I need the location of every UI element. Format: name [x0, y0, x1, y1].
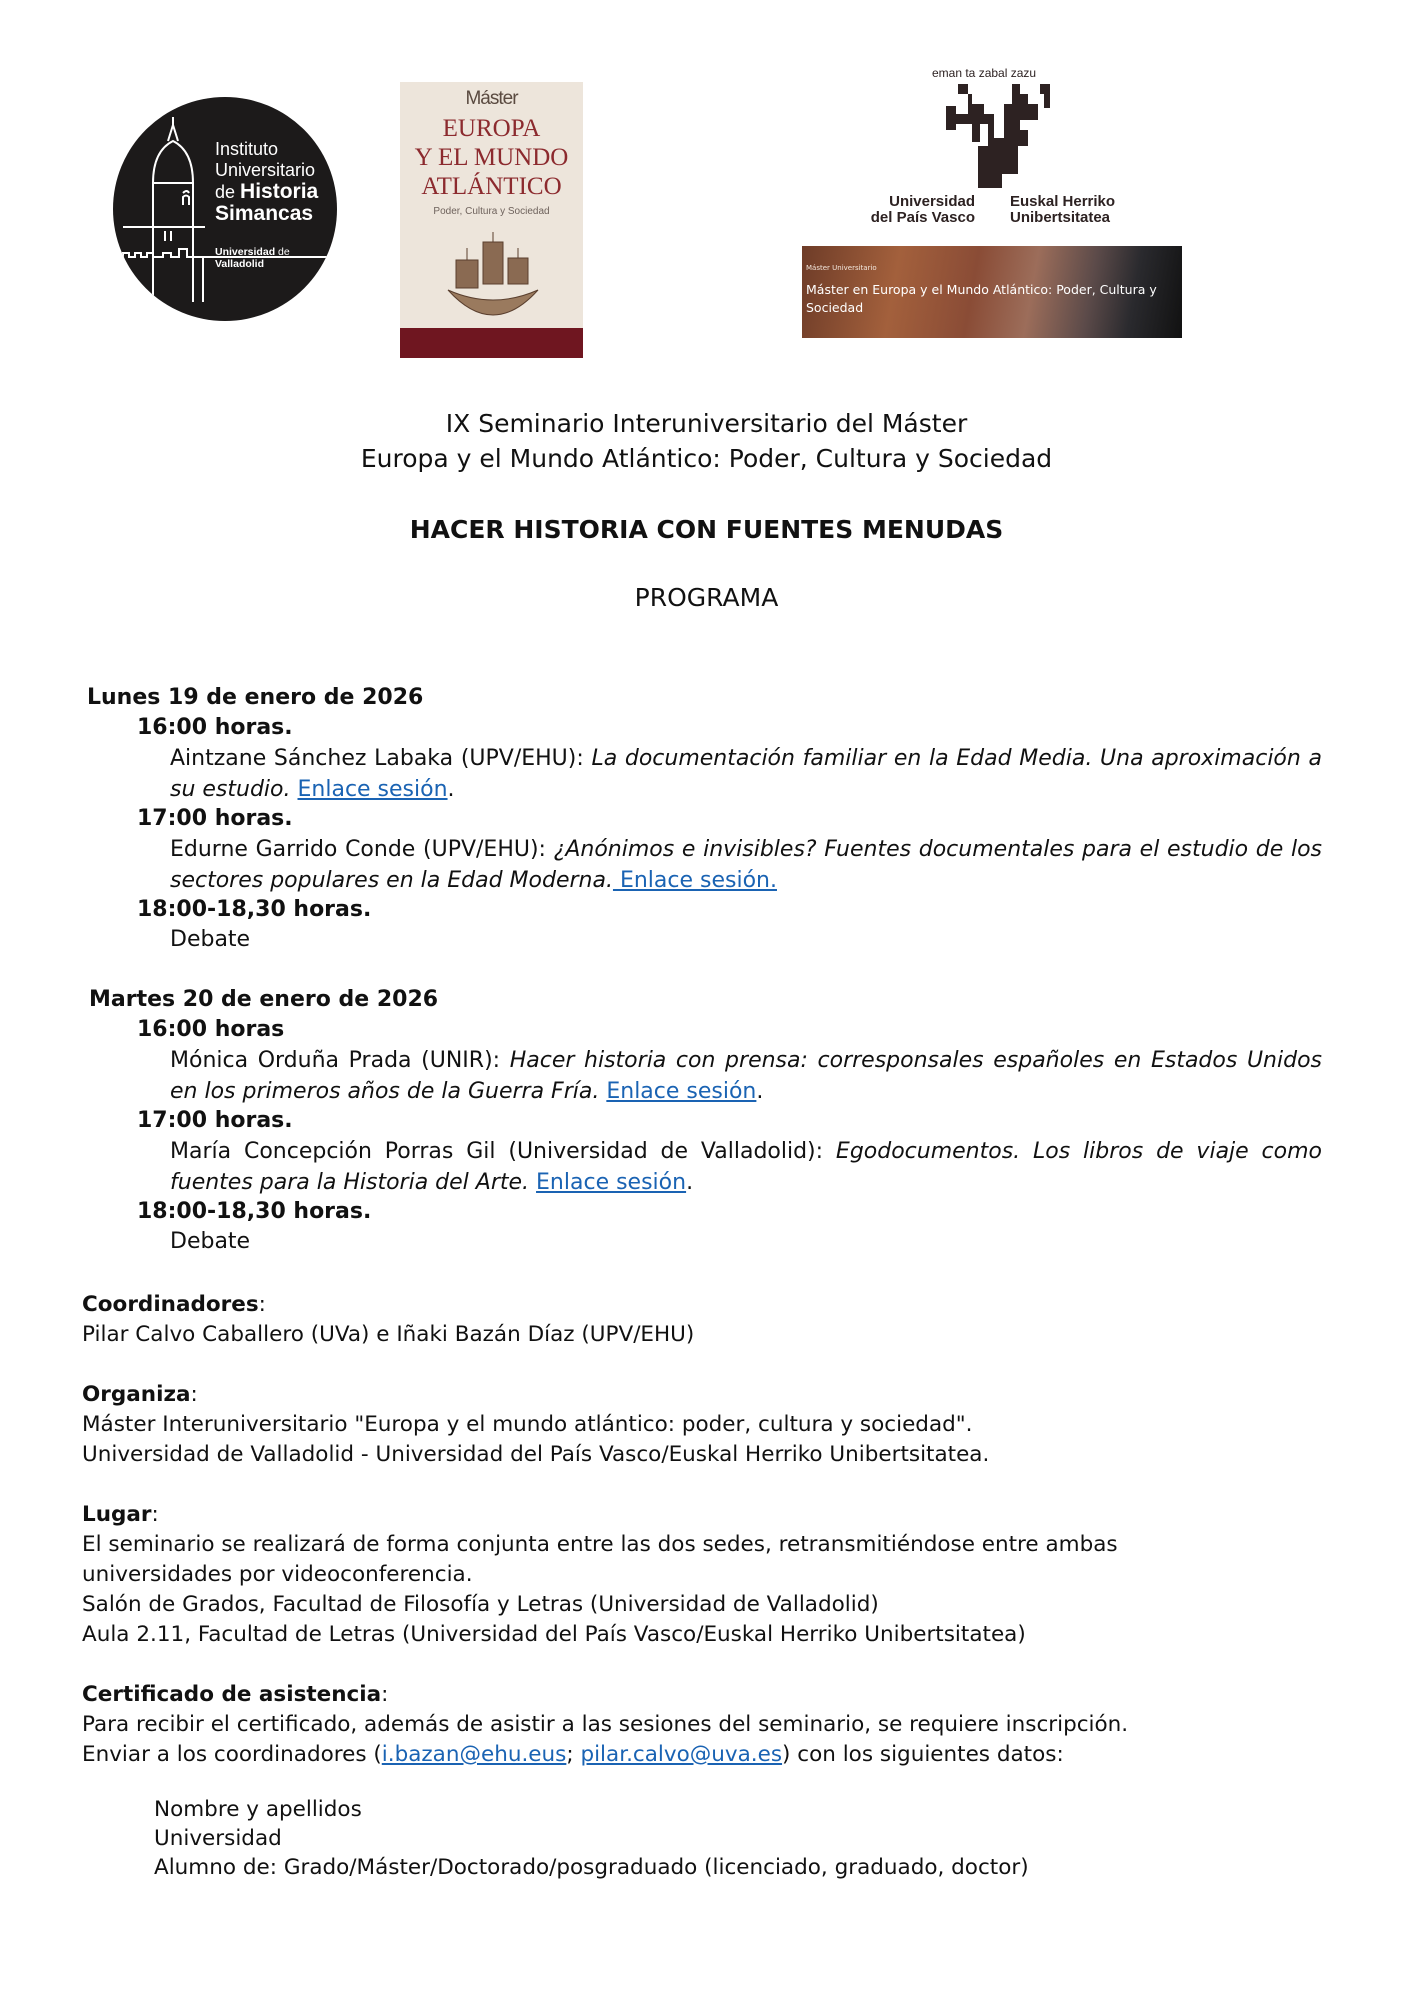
lugar-heading	[82, 1500, 1118, 1530]
simancas-de: de	[215, 182, 241, 202]
session-link[interactable]: Enlace sesión	[536, 1169, 687, 1195]
upv-right-line1: Euskal Herriko	[1010, 193, 1116, 210]
coordinadores-section	[82, 1290, 694, 1350]
simancas-line1: Instituto	[215, 139, 279, 159]
email-separator: ;	[566, 1742, 581, 1767]
master-cover-title-line3: ATLÁNTICO	[421, 173, 562, 200]
master-cover-bar	[400, 328, 583, 358]
required-fields-list	[154, 1795, 1029, 1882]
session-link[interactable]: Enlace sesión.	[612, 867, 777, 893]
organiza-heading	[82, 1380, 989, 1410]
coordinadores-label: Coordinadores	[82, 1292, 259, 1317]
programa-heading: PROGRAMA	[634, 583, 779, 612]
session-title: Egodocumentos. Los libros de viaje como fuentes para la Historia del Arte.	[170, 1139, 1322, 1195]
link-suffix: .	[686, 1169, 694, 1195]
certificado-section	[82, 1680, 1128, 1770]
required-field: Universidad	[154, 1826, 282, 1851]
organiza-section	[82, 1380, 989, 1470]
simancas-institute-logo	[113, 97, 337, 321]
session-time: 17:00 horas.	[137, 1108, 293, 1133]
organiza-label: Organiza	[82, 1382, 191, 1407]
required-field: Alumno de: Grado/Máster/Doctorado/posgraduado (licenciado, graduado, doctor)	[154, 1855, 1029, 1880]
upv-ehu-logo	[858, 66, 1134, 236]
day-date: Martes 20 de enero de 2026	[89, 987, 439, 1012]
session-talk	[170, 835, 1322, 896]
session-title: ¿Anónimos e invisibles? Fuentes documentales para el estudio de los sectores populares en la Edad Moderna.	[170, 837, 1322, 893]
lugar-line4: Aula 2.11, Facultad de Letras (Universidad del País Vasco/Euskal Herriko Unibertsitatea)	[82, 1622, 1026, 1647]
lugar-line2: universidades por videoconferencia.	[82, 1562, 473, 1587]
banner-small-label: Máster Universitario	[806, 264, 877, 272]
seminar-heading-line2: Europa y el Mundo Atlántico: Poder, Cultura y Sociedad	[360, 444, 1053, 473]
coordinadores-heading	[82, 1290, 694, 1320]
certificado-line1: Para recibir el certificado, además de asistir a las sesiones del seminario, se requiere inscripción.	[82, 1712, 1129, 1737]
organiza-line1: Máster Interuniversitario "Europa y el mundo atlántico: poder, cultura y sociedad".	[82, 1412, 973, 1437]
session-debate: Debate	[170, 927, 251, 952]
ship-icon	[438, 230, 548, 330]
heading-colon: :	[190, 1382, 198, 1407]
session-debate: Debate	[170, 1229, 251, 1254]
simancas-historia: Historia	[240, 180, 319, 203]
master-cover-top: Máster	[465, 88, 518, 109]
heading-colon: :	[381, 1682, 389, 1707]
simancas-text	[215, 139, 318, 224]
simancas-uni-mid: de	[275, 246, 290, 258]
lugar-line1: El seminario se realizará de forma conjunta entre las dos sedes, retransmitiéndose entre ambas	[82, 1532, 1118, 1557]
session-title: Hacer historia con prensa: corresponsales españoles en Estados Unidos en los primeros años de la Guerra Fría.	[170, 1048, 1322, 1104]
certificado-line2	[82, 1740, 1128, 1770]
certificado-heading	[82, 1680, 1128, 1710]
master-cover-title	[400, 114, 583, 201]
session-talk	[170, 744, 1322, 805]
session-title: La documentación familiar en la Edad Media. Una aproximación a su estudio.	[170, 746, 1322, 802]
upv-emblem-icon	[928, 84, 1064, 188]
email-link-bazan[interactable]: i.bazan@ehu.eus	[381, 1742, 567, 1767]
session-time: 18:00-18,30 horas.	[137, 1199, 372, 1224]
certificado-label: Certificado de asistencia	[82, 1682, 382, 1707]
session-speaker: Mónica Orduña Prada (UNIR):	[170, 1048, 510, 1073]
master-banner-image	[802, 246, 1182, 338]
link-suffix: .	[756, 1078, 764, 1104]
upv-spanish-name	[858, 194, 975, 226]
heading-colon: :	[151, 1502, 159, 1527]
session-time: 16:00 horas	[137, 1017, 285, 1042]
link-spacer	[291, 777, 298, 802]
lugar-section	[82, 1500, 1118, 1650]
simancas-uni-part2: Valladolid	[215, 258, 265, 270]
session-speaker: María Concepción Porras Gil (Universidad de Valladolid):	[170, 1139, 836, 1164]
certificado-line2-prefix: Enviar a los coordinadores (	[82, 1742, 382, 1767]
email-link-calvo[interactable]: pilar.calvo@uva.es	[580, 1742, 783, 1767]
session-speaker: Aintzane Sánchez Labaka (UPV/EHU):	[170, 746, 592, 771]
simancas-university	[215, 246, 337, 270]
session-speaker: Edurne Garrido Conde (UPV/EHU):	[170, 837, 554, 862]
upv-basque-name	[1010, 194, 1115, 226]
simancas-uni-part1: Universidad	[215, 246, 276, 258]
session-time: 18:00-18,30 horas.	[137, 897, 372, 922]
required-field: Nombre y apellidos	[154, 1797, 362, 1822]
banner-title: Máster en Europa y el Mundo Atlántico: Poder, Cultura y Sociedad	[806, 282, 1157, 315]
simancas-line4: Simancas	[215, 202, 314, 225]
heading-colon: :	[258, 1292, 266, 1317]
master-cover-title-line1: EUROPA	[442, 115, 541, 142]
certificado-line2-suffix: ) con los siguientes datos:	[782, 1742, 1064, 1767]
session-link[interactable]: Enlace sesión	[606, 1078, 757, 1104]
simancas-line2: Universitario	[215, 160, 316, 180]
upv-right-line2: Unibertsitatea	[1010, 209, 1111, 226]
simancas-line3	[215, 181, 318, 203]
session-talk	[170, 1137, 1322, 1198]
session-link[interactable]: Enlace sesión	[297, 776, 448, 802]
coordinadores-text: Pilar Calvo Caballero (UVa) e Iñaki Bazán Díaz (UPV/EHU)	[82, 1322, 695, 1347]
document-title: HACER HISTORIA CON FUENTES MENUDAS	[409, 515, 1004, 544]
upv-left-line2: del País Vasco	[870, 209, 975, 226]
upv-left-line1: Universidad	[889, 193, 975, 210]
link-suffix: .	[447, 776, 455, 802]
link-spacer	[529, 1170, 536, 1195]
lugar-label: Lugar	[82, 1502, 152, 1527]
organiza-line2: Universidad de Valladolid - Universidad del País Vasco/Euskal Herriko Unibertsitatea.	[82, 1442, 990, 1467]
session-time: 16:00 horas.	[137, 715, 293, 740]
master-cover-logo	[400, 82, 583, 358]
master-cover-title-line2: Y EL MUNDO	[414, 144, 569, 171]
master-cover-subtitle: Poder, Cultura y Sociedad	[433, 206, 550, 217]
session-time: 17:00 horas.	[137, 806, 293, 831]
session-talk	[170, 1046, 1322, 1107]
day-date: Lunes 19 de enero de 2026	[87, 685, 424, 710]
upv-motto: eman ta zabal zazu	[932, 66, 1037, 80]
seminar-heading-line1: IX Seminario Interuniversitario del Máster	[445, 409, 968, 438]
lugar-line3: Salón de Grados, Facultad de Filosofía y Letras (Universidad de Valladolid)	[82, 1592, 879, 1617]
